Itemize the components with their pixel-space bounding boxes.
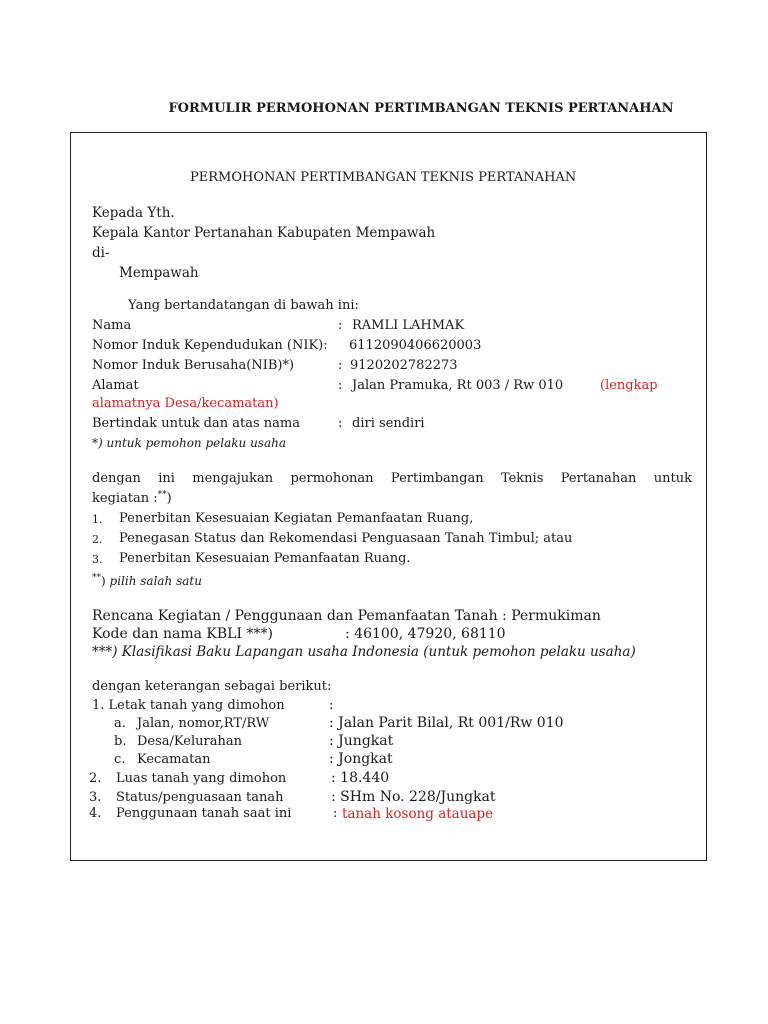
nik-label: Nomor Induk Kependudukan (NIK):: [92, 338, 328, 353]
sub-a-value: : Jalan Parit Bilal, Rt 001/Rw 010: [329, 715, 564, 731]
address-line-4: Mempawah: [119, 265, 199, 281]
request-line-2-paren: ): [166, 491, 172, 506]
request-note-sup: **: [92, 573, 101, 583]
address-line-1: Kepada Yth.: [92, 205, 175, 221]
nama-label: Nama: [92, 318, 132, 333]
intro-text: Yang bertandatangan di bawah ini:: [128, 298, 359, 313]
rencana-line-1: Rencana Kegiatan / Penggunaan dan Pemanfaatan Tanah : Permukiman: [92, 608, 601, 624]
row-2-label: Luas tanah yang dimohon: [116, 771, 287, 786]
alamat-note-1: (lengkap: [600, 378, 658, 393]
sub-c-value: : Jongkat: [329, 751, 393, 767]
sub-c-label: Kecamatan: [137, 752, 211, 767]
address-line-3: di-: [92, 245, 110, 261]
kbli-label: Kode dan nama KBLI ***): [92, 626, 273, 642]
main-title: FORMULIR PERMOHONAN PERTIMBANGAN TEKNIS PERTANAHAN: [168, 101, 674, 116]
nama-sep: :: [338, 318, 343, 333]
request-item-1-text: Penerbitan Kesesuaian Kegiatan Pemanfaatan Ruang,: [119, 511, 474, 526]
nib-label: Nomor Induk Berusaha(NIB)*): [92, 358, 295, 373]
applicant-footnote: *) untuk pemohon pelaku usaha: [92, 436, 286, 450]
row-2-num: 2.: [89, 771, 102, 786]
request-item-3-num: 3.: [92, 553, 103, 566]
row-4-sep: :: [333, 806, 338, 821]
sub-b-value: : Jungkat: [329, 733, 394, 749]
nik-value: 6112090406620003: [349, 338, 482, 353]
request-line-2-sup: **: [157, 490, 167, 500]
keterangan-intro: dengan keterangan sebagai berikut:: [92, 679, 332, 694]
letak-sep: :: [329, 698, 334, 713]
address-line-2: Kepala Kantor Pertanahan Kabupaten Mempawah: [92, 225, 436, 241]
kbli-value: : 46100, 47920, 68110: [345, 626, 506, 642]
letak-label: 1. Letak tanah yang dimohon: [92, 698, 285, 713]
request-note-paren: ): [101, 574, 106, 588]
row-4-num: 4.: [89, 806, 102, 821]
row-4-label: Penggunaan tanah saat ini: [116, 806, 292, 821]
row-2-value: : 18.440: [331, 770, 390, 786]
request-item-1-num: 1.: [92, 513, 103, 526]
alamat-value: Jalan Pramuka, Rt 003 / Rw 010: [352, 378, 564, 393]
request-line-2-text: kegiatan :: [92, 491, 158, 506]
bertindak-label: Bertindak untuk dan atas nama: [92, 416, 300, 431]
request-item-2-text: Penegasan Status dan Rekomendasi Penguasaan Tanah Timbul; atau: [119, 531, 573, 546]
sub-b-label: Desa/Kelurahan: [137, 734, 242, 749]
alamat-label: Alamat: [92, 378, 139, 393]
row-3-value: : SHm No. 228/Jungkat: [331, 789, 496, 805]
request-note-text: pilih salah satu: [109, 574, 202, 588]
kbli-note: ***) Klasifikasi Baku Lapangan usaha Indonesia (untuk pemohon pelaku usaha): [92, 644, 636, 660]
bertindak-value: diri sendiri: [352, 416, 425, 431]
sub-a-label: Jalan, nomor,RT/RW: [137, 716, 270, 731]
bertindak-sep: :: [338, 416, 343, 431]
nib-sep: :: [338, 358, 343, 373]
row-3-num: 3.: [89, 790, 102, 805]
row-4-value: tanah kosong atauape: [342, 806, 494, 822]
alamat-sep: :: [338, 378, 343, 393]
sub-c-num: c.: [114, 752, 126, 767]
alamat-note-2: alamatnya Desa/kecamatan): [92, 396, 279, 411]
row-3-label: Status/penguasaan tanah: [116, 790, 284, 805]
request-line-2: [92, 490, 172, 506]
request-item-2-num: 2.: [92, 533, 103, 546]
request-note: [92, 573, 202, 588]
request-item-3-text: Penerbitan Kesesuaian Pemanfaatan Ruang.: [119, 551, 411, 566]
nib-value: 9120202782273: [350, 358, 458, 373]
sub-title: PERMOHONAN PERTIMBANGAN TEKNIS PERTANAHAN: [190, 170, 577, 185]
sub-a-num: a.: [114, 716, 126, 731]
nama-value: RAMLI LAHMAK: [352, 318, 465, 333]
request-line-1: dengan ini mengajukan permohonan Pertimbangan Teknis Pertanahan untuk: [92, 471, 692, 486]
sub-b-num: b.: [114, 734, 127, 749]
